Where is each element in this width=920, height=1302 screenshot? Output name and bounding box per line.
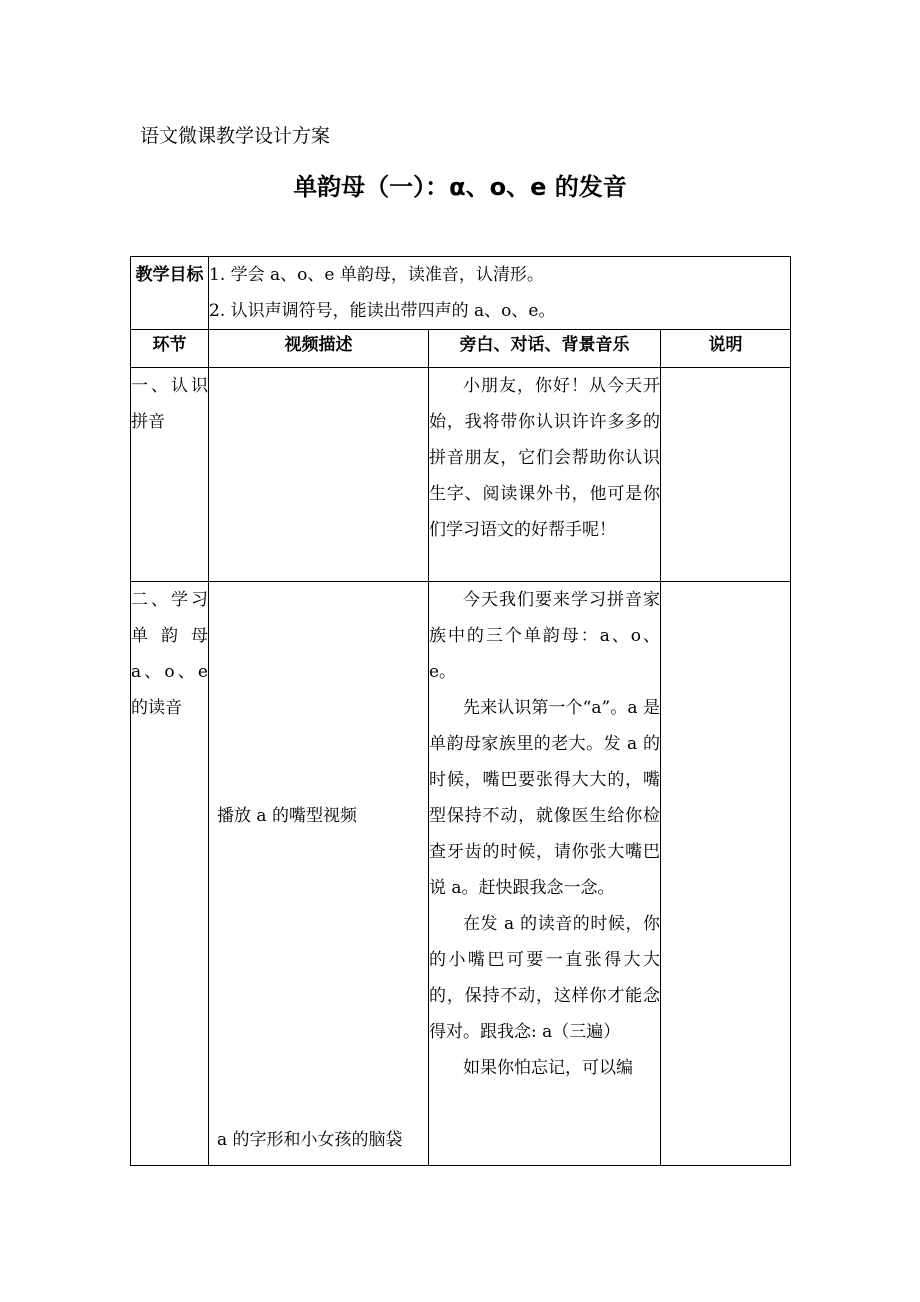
column-header-note: 说明 xyxy=(661,330,791,368)
document-heading: 语文微课教学设计方案 xyxy=(140,125,331,147)
table-row xyxy=(131,582,791,1166)
document-title: 单韵母（一）：α、o、e 的发音 xyxy=(293,173,627,201)
video-description: a 的字形和小女孩的脑袋 xyxy=(217,1130,403,1150)
narration-cell xyxy=(429,582,661,1166)
video-description: 播放 a 的嘴型视频 xyxy=(217,806,357,826)
goals-row xyxy=(131,257,791,330)
video-cell xyxy=(209,582,429,1166)
table-row xyxy=(131,368,791,582)
narration-paragraph: 在发 a 的读音的时候，你的小嘴巴可要一直张得大大的，保持不动，这样你才能念得对。跟我念: a（三遍） xyxy=(429,914,660,1042)
column-header-video: 视频描述 xyxy=(209,330,429,368)
narration-paragraph: 先来认识第一个“a”。a 是单韵母家族里的老大。发 a 的时候，嘴巴要张得大大的，嘴型保持不动，就像医生给你检查牙齿的时候，请你张大嘴巴说 a。赶快跟我念一念。 xyxy=(429,698,660,898)
goal-item: 2. 认识声调符号，能读出带四声的 a、o、e。 xyxy=(209,301,556,321)
section-cell: 一、认识拼音 xyxy=(131,368,209,582)
note-cell xyxy=(661,368,791,582)
goals-list xyxy=(209,257,791,330)
column-header-section: 环节 xyxy=(131,330,209,368)
narration-paragraph: 今天我们要来学习拼音家族中的三个单韵母：a、o、e。 xyxy=(429,590,660,682)
video-cell xyxy=(209,368,429,582)
goal-item: 1. 学会 a、o、e 单韵母，读准音，认清形。 xyxy=(209,265,544,285)
note-cell xyxy=(661,582,791,1166)
narration-paragraph: 如果你怕忘记，可以编 xyxy=(463,1058,633,1078)
column-header-narration: 旁白、对话、背景音乐 xyxy=(429,330,661,368)
narration-paragraph: 小朋友，你好！从今天开始，我将带你认识许许多多的拼音朋友，它们会帮助你认识生字、阅读课外书，他可是你们学习语文的好帮手呢！ xyxy=(429,376,660,540)
table-header-row xyxy=(131,330,791,368)
narration-cell xyxy=(429,368,661,582)
section-cell: 二、学习单韵母a、o、e 的读音 xyxy=(131,582,209,1166)
goals-label: 教学目标 xyxy=(131,257,209,330)
lesson-plan-table xyxy=(130,256,791,1166)
